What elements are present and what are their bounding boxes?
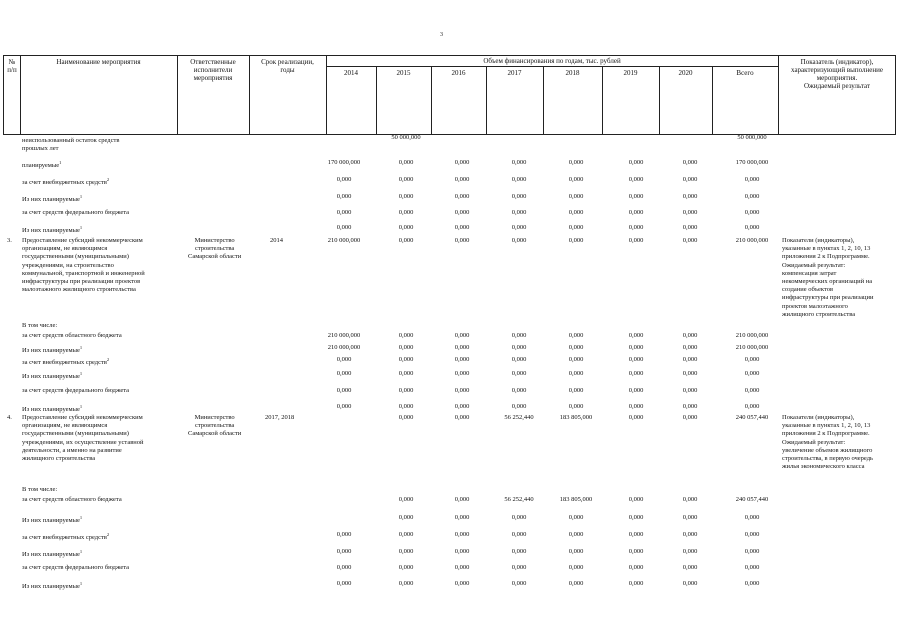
row-value: 0,000	[568, 564, 584, 571]
row-value: 0,000	[682, 403, 698, 410]
year-2020: 2020	[678, 69, 693, 77]
row-value: 0,000	[454, 356, 470, 363]
row-value: 0,000	[511, 344, 527, 351]
item4-in-that: В том числе:	[22, 486, 58, 493]
row-value: 0,000	[511, 531, 527, 538]
row-value: 0,000	[336, 403, 352, 410]
header-responsible: Ответственные исполнители мероприятия	[190, 58, 236, 82]
row-value: 0,000	[628, 159, 644, 166]
header-term: Срок реализации, годы	[261, 58, 314, 74]
row-value: 0,000	[398, 344, 414, 351]
year-2019: 2019	[623, 69, 638, 77]
item3-value: 210 000,000	[327, 237, 361, 244]
row-value: 0,000	[744, 370, 760, 377]
item3-value: 0,000	[511, 237, 527, 244]
row-value: 0,000	[454, 548, 470, 555]
row-value: 0,000	[568, 580, 584, 587]
item4-value: 183 805,000	[559, 414, 593, 421]
footnote-mark: 1	[79, 345, 83, 350]
row-value: 0,000	[454, 176, 470, 183]
row-value: 0,000	[454, 531, 470, 538]
page-number: 3	[440, 32, 443, 38]
row-label: за счет средств областного бюджета	[22, 332, 122, 339]
item4-name: Предоставление субсидий некоммерческим организациям, не являющимся государственными (муниципальными) учреждениями, их осуществление уставной деятельности, а именно на развитие жилищного строительства	[22, 414, 144, 463]
row-label: Из них планируемые$^1$	[22, 194, 83, 204]
row-value: 0,000	[511, 514, 527, 521]
item3-value: 210 000,000	[735, 237, 769, 244]
row-value: 0,000	[336, 370, 352, 377]
row-value: 0,000	[682, 356, 698, 363]
row-label: Из них планируемые$^1$	[22, 515, 83, 525]
row-label: за счет средств федерального бюджета	[22, 209, 130, 216]
column-divider	[20, 55, 21, 135]
item3-indicator: Показатели (индикаторы), указанные в пунктах 1, 2, 10, 13 приложения 2 к Подпрограмме. Ожидаемый результат: компенсация затрат некоммерческих организаций на создание объектов инфраструктуры при реализации проектов малоэтажного жилищного строительства	[782, 237, 874, 318]
row-value: 0,000	[511, 209, 527, 216]
row-value: 170 000,000	[735, 159, 769, 166]
item4-value: 0,000	[628, 414, 644, 421]
footnote-mark: 1	[79, 371, 83, 376]
item3-value: 0,000	[628, 237, 644, 244]
row-value: 0,000	[568, 159, 584, 166]
row-value: 0,000	[682, 176, 698, 183]
row-value: 0,000	[568, 387, 584, 394]
row-value: 183 805,000	[559, 496, 593, 503]
row-value: 0,000	[454, 564, 470, 571]
row-value: 0,000	[628, 224, 644, 231]
row-value: 0,000	[336, 193, 352, 200]
row-value: 0,000	[682, 224, 698, 231]
year-2017: 2017	[507, 69, 522, 77]
row-value: 0,000	[682, 531, 698, 538]
row-value: 0,000	[454, 344, 470, 351]
row-value: 0,000	[628, 514, 644, 521]
row-label: Из них планируемые$^1$	[22, 345, 83, 355]
year-2014: 2014	[344, 69, 358, 77]
row-value: 0,000	[628, 531, 644, 538]
header-financing: Объем финансирования по годам, тыс. рублей	[483, 57, 621, 65]
row-value: 0,000	[336, 176, 352, 183]
row-value: 0,000	[511, 580, 527, 587]
row-value: 50 000,000	[391, 134, 421, 141]
column-divider	[326, 55, 327, 135]
row-value: 0,000	[744, 224, 760, 231]
row-value: 0,000	[454, 387, 470, 394]
header-name: Наименование мероприятия	[56, 58, 141, 66]
row-value: 0,000	[511, 387, 527, 394]
row-value: 0,000	[628, 193, 644, 200]
row-value: 0,000	[628, 548, 644, 555]
row-value: 0,000	[744, 387, 760, 394]
row-value: 0,000	[682, 514, 698, 521]
row-label: Из них планируемые$^1$	[22, 225, 83, 235]
row-label: Из них планируемые$^1$	[22, 404, 83, 414]
row-value: 0,000	[398, 176, 414, 183]
item4-value: 240 057,440	[735, 414, 769, 421]
row-value: 0,000	[398, 531, 414, 538]
row-value: 0,000	[511, 332, 527, 339]
year-row-divider	[326, 66, 778, 67]
row-value: 0,000	[398, 564, 414, 571]
row-value: 0,000	[336, 580, 352, 587]
item3-value: 0,000	[398, 237, 414, 244]
row-value: 0,000	[628, 580, 644, 587]
row-value: 0,000	[568, 356, 584, 363]
row-label: Из них планируемые$^1$	[22, 371, 83, 381]
row-value: 0,000	[454, 209, 470, 216]
row-value: 0,000	[398, 159, 414, 166]
row-value: 0,000	[568, 514, 584, 521]
row-value: 0,000	[398, 193, 414, 200]
row-value: 0,000	[744, 548, 760, 555]
row-value: 0,000	[682, 344, 698, 351]
row-value: 0,000	[744, 514, 760, 521]
row-value: 0,000	[744, 356, 760, 363]
row-value: 0,000	[336, 531, 352, 538]
year-total: Всего	[736, 69, 754, 77]
row-value: 0,000	[398, 224, 414, 231]
row-value: 0,000	[454, 580, 470, 587]
row-value: 0,000	[628, 564, 644, 571]
row-value: 0,000	[336, 209, 352, 216]
row-value: 0,000	[628, 370, 644, 377]
row-value: 0,000	[744, 193, 760, 200]
row-value: 170 000,000	[327, 159, 361, 166]
row-value: 210 000,000	[327, 332, 361, 339]
row-value: 0,000	[568, 531, 584, 538]
row-value: 0,000	[744, 564, 760, 571]
row-value: 0,000	[336, 564, 352, 571]
item3-in-that: В том числе:	[22, 322, 58, 329]
item4-indicator: Показатели (индикаторы), указанные в пунктах 1, 2, 10, 13 приложения 2 к Подпрограмме. Ожидаемый результат: увеличение объемов жилищного строительства, в первую очередь жилья экономического класса	[782, 414, 874, 471]
item4-value: 0,000	[454, 414, 470, 421]
item3-value: 0,000	[568, 237, 584, 244]
row-value: 0,000	[511, 370, 527, 377]
row-value: 0,000	[511, 403, 527, 410]
row-label: за счет средств федерального бюджета	[22, 387, 130, 394]
item3-responsible: Министерство строительства Самарской области	[188, 237, 242, 261]
row-label: Из них планируемые$^1$	[22, 581, 83, 591]
row-value: 56 252,440	[504, 496, 534, 503]
row-value: 0,000	[336, 387, 352, 394]
row-value: 0,000	[454, 224, 470, 231]
row-value: 240 057,440	[735, 496, 769, 503]
table-header-frame	[3, 55, 896, 135]
row-value: 0,000	[398, 496, 414, 503]
item3-term: 2014	[270, 237, 283, 244]
row-value: 0,000	[398, 209, 414, 216]
row-value: 0,000	[454, 332, 470, 339]
row-value: 0,000	[568, 344, 584, 351]
row-value: 0,000	[398, 370, 414, 377]
row-value: 0,000	[336, 224, 352, 231]
row-value: 0,000	[398, 332, 414, 339]
row-value: 0,000	[511, 193, 527, 200]
item3-num: 3.	[7, 237, 12, 244]
row-value: 0,000	[682, 387, 698, 394]
row-label: за счет средств федерального бюджета	[22, 564, 130, 571]
row-value: 0,000	[628, 344, 644, 351]
row-value: 0,000	[568, 209, 584, 216]
row-value: 0,000	[682, 159, 698, 166]
row-value: 0,000	[398, 548, 414, 555]
item3-value: 0,000	[682, 237, 698, 244]
row-value: 0,000	[682, 193, 698, 200]
footnote-mark: 1	[59, 160, 62, 165]
row-label: планируемые$^1$	[22, 160, 62, 170]
item4-num: 4.	[7, 414, 12, 421]
footnote-mark: 1	[79, 515, 83, 520]
row-value: 50 000,000	[737, 134, 767, 141]
row-value: 0,000	[744, 209, 760, 216]
row-value: 0,000	[511, 224, 527, 231]
row-value: 0,000	[398, 580, 414, 587]
item4-responsible: Министерство строительства Самарской области	[188, 414, 242, 438]
row-value: 0,000	[398, 403, 414, 410]
row-value: 210 000,000	[735, 332, 769, 339]
row-value: 0,000	[628, 176, 644, 183]
row-label: неиспользованный остаток средств	[22, 137, 120, 144]
row-label: за счет внебюджетных средств$^2$	[22, 177, 110, 187]
row-value: 0,000	[628, 496, 644, 503]
item3-value: 0,000	[454, 237, 470, 244]
row-value: 0,000	[398, 514, 414, 521]
row-value: 0,000	[511, 176, 527, 183]
row-value: 0,000	[682, 209, 698, 216]
row-value: 210 000,000	[735, 344, 769, 351]
row-value: 0,000	[454, 403, 470, 410]
row-value: 0,000	[744, 403, 760, 410]
row-value: 0,000	[568, 224, 584, 231]
row-value: 0,000	[568, 332, 584, 339]
row-value: 0,000	[568, 176, 584, 183]
row-label-continued: прошлых лет	[22, 145, 59, 152]
row-value: 0,000	[744, 176, 760, 183]
footnote-mark: 1	[79, 549, 83, 554]
row-value: 210 000,000	[327, 344, 361, 351]
row-value: 0,000	[336, 548, 352, 555]
footnote-mark: 2	[106, 532, 110, 537]
row-label: за счет внебюджетных средств$^2$	[22, 357, 110, 367]
year-2016: 2016	[451, 69, 466, 77]
row-value: 0,000	[336, 356, 352, 363]
item4-value: 56 252,440	[504, 414, 534, 421]
row-value: 0,000	[511, 564, 527, 571]
row-value: 0,000	[398, 387, 414, 394]
row-value: 0,000	[511, 356, 527, 363]
row-label: Из них планируемые$^1$	[22, 549, 83, 559]
row-value: 0,000	[744, 531, 760, 538]
row-value: 0,000	[454, 370, 470, 377]
row-value: 0,000	[682, 564, 698, 571]
row-value: 0,000	[454, 193, 470, 200]
row-value: 0,000	[568, 370, 584, 377]
row-value: 0,000	[682, 370, 698, 377]
footnote-mark: 1	[79, 225, 83, 230]
row-value: 0,000	[398, 356, 414, 363]
footnote-mark: 2	[106, 177, 110, 182]
row-value: 0,000	[454, 159, 470, 166]
row-value: 0,000	[628, 387, 644, 394]
footnote-mark: 2	[106, 357, 110, 362]
row-value: 0,000	[568, 193, 584, 200]
header-num: № п/п	[7, 58, 17, 74]
row-value: 0,000	[628, 332, 644, 339]
row-value: 0,000	[454, 514, 470, 521]
row-value: 0,000	[568, 548, 584, 555]
row-value: 0,000	[682, 548, 698, 555]
row-value: 0,000	[628, 403, 644, 410]
row-value: 0,000	[744, 580, 760, 587]
year-2015: 2015	[396, 69, 411, 77]
row-value: 0,000	[511, 548, 527, 555]
item4-term: 2017, 2018	[265, 414, 295, 421]
row-label: за счет средств областного бюджета	[22, 496, 122, 503]
row-value: 0,000	[511, 159, 527, 166]
row-value: 0,000	[454, 496, 470, 503]
year-2018: 2018	[565, 69, 580, 77]
footnote-mark: 1	[79, 404, 83, 409]
item4-value: 0,000	[398, 414, 414, 421]
row-value: 0,000	[682, 580, 698, 587]
item4-value: 0,000	[682, 414, 698, 421]
row-value: 0,000	[628, 209, 644, 216]
footnote-mark: 1	[79, 194, 83, 199]
row-value: 0,000	[682, 496, 698, 503]
row-value: 0,000	[682, 332, 698, 339]
item3-name: Предоставление субсидий некоммерческим организациям, не являющимся государственными (муниципальными) учреждениями, на строительство коммунальной, транспортной и инженерной инфраструктуры при реализации проектов малоэтажного жилищного строительства	[22, 237, 145, 294]
header-indicator: Показатель (индикатор), характеризующий выполнение мероприятия. Ожидаемый результат	[791, 58, 883, 90]
row-value: 0,000	[568, 403, 584, 410]
footnote-mark: 1	[79, 581, 83, 586]
row-value: 0,000	[628, 356, 644, 363]
row-label: за счет внебюджетных средств$^2$	[22, 532, 110, 542]
